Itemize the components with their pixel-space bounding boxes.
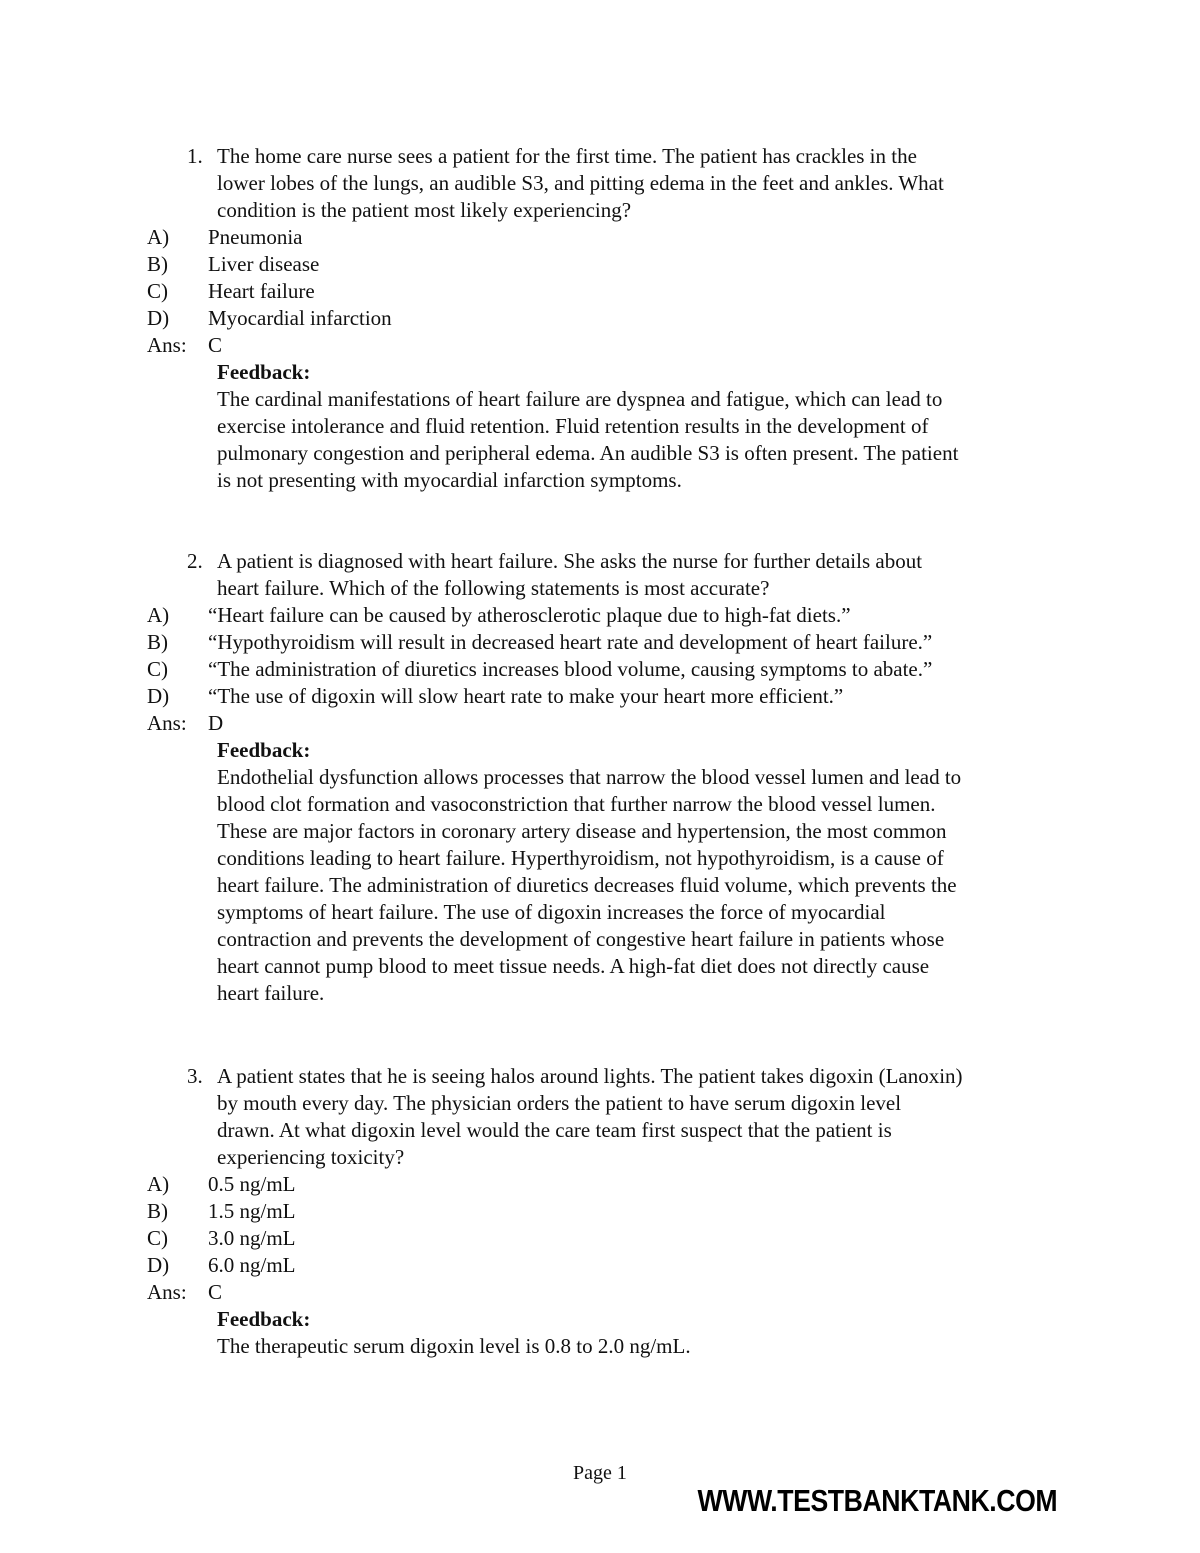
feedback-title: Feedback: [217, 738, 311, 762]
option-a [0, 1171, 1200, 1198]
option-text: Myocardial infarction [208, 306, 392, 330]
question-2 [0, 548, 1200, 1007]
feedback-line: exercise intolerance and fluid retention. Fluid retention results in the development of [217, 414, 929, 438]
feedback-line: is not presenting with myocardial infarction symptoms. [217, 468, 682, 492]
answer-value: D [208, 711, 224, 735]
question-number: 2. [187, 549, 203, 573]
option-d [0, 305, 1200, 332]
feedback-line: heart cannot pump blood to meet tissue needs. A high-fat diet does not directly cause [217, 954, 930, 978]
stem-line: by mouth every day. The physician orders the patient to have serum digoxin level [217, 1091, 902, 1115]
feedback [217, 737, 1077, 1007]
answer-value: C [208, 1280, 223, 1304]
question-1 [0, 143, 1200, 494]
stem-line: A patient states that he is seeing halos around lights. The patient takes digoxin (Lanoxin) [217, 1064, 963, 1088]
stem-line: The home care nurse sees a patient for the first time. The patient has crackles in the [217, 144, 917, 168]
answer-row [0, 332, 1200, 359]
feedback-line: These are major factors in coronary artery disease and hypertension, the most common [217, 819, 947, 843]
stem-line: heart failure. Which of the following statements is most accurate? [217, 576, 770, 600]
option-text: “The administration of diuretics increases blood volume, causing symptoms to abate.” [208, 657, 933, 681]
feedback-line: pulmonary congestion and peripheral edema. An audible S3 is often present. The patient [217, 441, 959, 465]
option-text: “Hypothyroidism will result in decreased heart rate and development of heart failure.” [208, 630, 933, 654]
answer-value: C [208, 333, 223, 357]
option-letter: B) [147, 1199, 168, 1223]
option-text: “Heart failure can be caused by atherosclerotic plaque due to high-fat diets.” [208, 603, 851, 627]
feedback-title: Feedback: [217, 1307, 311, 1331]
option-text: 3.0 ng/mL [208, 1226, 296, 1250]
option-text: 0.5 ng/mL [208, 1172, 296, 1196]
option-text: Heart failure [208, 279, 315, 303]
option-letter: B) [147, 252, 168, 276]
feedback-line: heart failure. [217, 981, 325, 1005]
option-letter: C) [147, 279, 168, 303]
feedback-line: conditions leading to heart failure. Hyperthyroidism, not hypothyroidism, is a cause of [217, 846, 944, 870]
feedback-line: Endothelial dysfunction allows processes that narrow the blood vessel lumen and lead to [217, 765, 962, 789]
question-stem [187, 143, 1067, 224]
watermark: WWW.TESTBANKTANK.COM [697, 1483, 1057, 1518]
answer-label: Ans: [147, 711, 187, 735]
option-text: 1.5 ng/mL [208, 1199, 296, 1223]
option-a [0, 224, 1200, 251]
feedback-line: symptoms of heart failure. The use of digoxin increases the force of myocardial [217, 900, 886, 924]
feedback [217, 359, 1077, 494]
option-a [0, 602, 1200, 629]
page-number: Page 1 [573, 1462, 627, 1484]
option-letter: A) [147, 225, 170, 249]
option-letter: D) [147, 684, 170, 708]
option-text: Pneumonia [208, 225, 303, 249]
option-letter: A) [147, 1172, 170, 1196]
option-letter: D) [147, 306, 170, 330]
answer-row [0, 1279, 1200, 1306]
answer-row [0, 710, 1200, 737]
option-c [0, 1225, 1200, 1252]
stem-line: lower lobes of the lungs, an audible S3, and pitting edema in the feet and ankles. What [217, 171, 944, 195]
option-b [0, 251, 1200, 278]
option-d [0, 683, 1200, 710]
option-letter: C) [147, 1226, 168, 1250]
option-text: Liver disease [208, 252, 320, 276]
feedback-line: The therapeutic serum digoxin level is 0.8 to 2.0 ng/mL. [217, 1334, 691, 1358]
option-letter: A) [147, 603, 170, 627]
feedback-line: The cardinal manifestations of heart failure are dyspnea and fatigue, which can lead to [217, 387, 943, 411]
question-number: 3. [187, 1064, 203, 1088]
stem-line: drawn. At what digoxin level would the care team first suspect that the patient is [217, 1118, 892, 1142]
feedback-line: heart failure. The administration of diuretics decreases fluid volume, which prevents the [217, 873, 957, 897]
option-d [0, 1252, 1200, 1279]
option-c [0, 656, 1200, 683]
answer-label: Ans: [147, 333, 187, 357]
feedback-line: blood clot formation and vasoconstriction that further narrow the blood vessel lumen. [217, 792, 936, 816]
question-3 [0, 1063, 1200, 1360]
option-letter: B) [147, 630, 168, 654]
answer-label: Ans: [147, 1280, 187, 1304]
question-number: 1. [187, 144, 203, 168]
stem-line: condition is the patient most likely experiencing? [217, 198, 632, 222]
option-text: 6.0 ng/mL [208, 1253, 296, 1277]
option-b [0, 1198, 1200, 1225]
question-stem [187, 1063, 1067, 1171]
stem-line: A patient is diagnosed with heart failure. She asks the nurse for further details about [217, 549, 923, 573]
option-c [0, 278, 1200, 305]
question-stem [187, 548, 1067, 602]
option-text: “The use of digoxin will slow heart rate to make your heart more efficient.” [208, 684, 844, 708]
feedback-title: Feedback: [217, 360, 311, 384]
option-letter: D) [147, 1253, 170, 1277]
option-b [0, 629, 1200, 656]
feedback-line: contraction and prevents the development of congestive heart failure in patients whose [217, 927, 945, 951]
option-letter: C) [147, 657, 168, 681]
feedback [217, 1306, 1077, 1360]
stem-line: experiencing toxicity? [217, 1145, 405, 1169]
